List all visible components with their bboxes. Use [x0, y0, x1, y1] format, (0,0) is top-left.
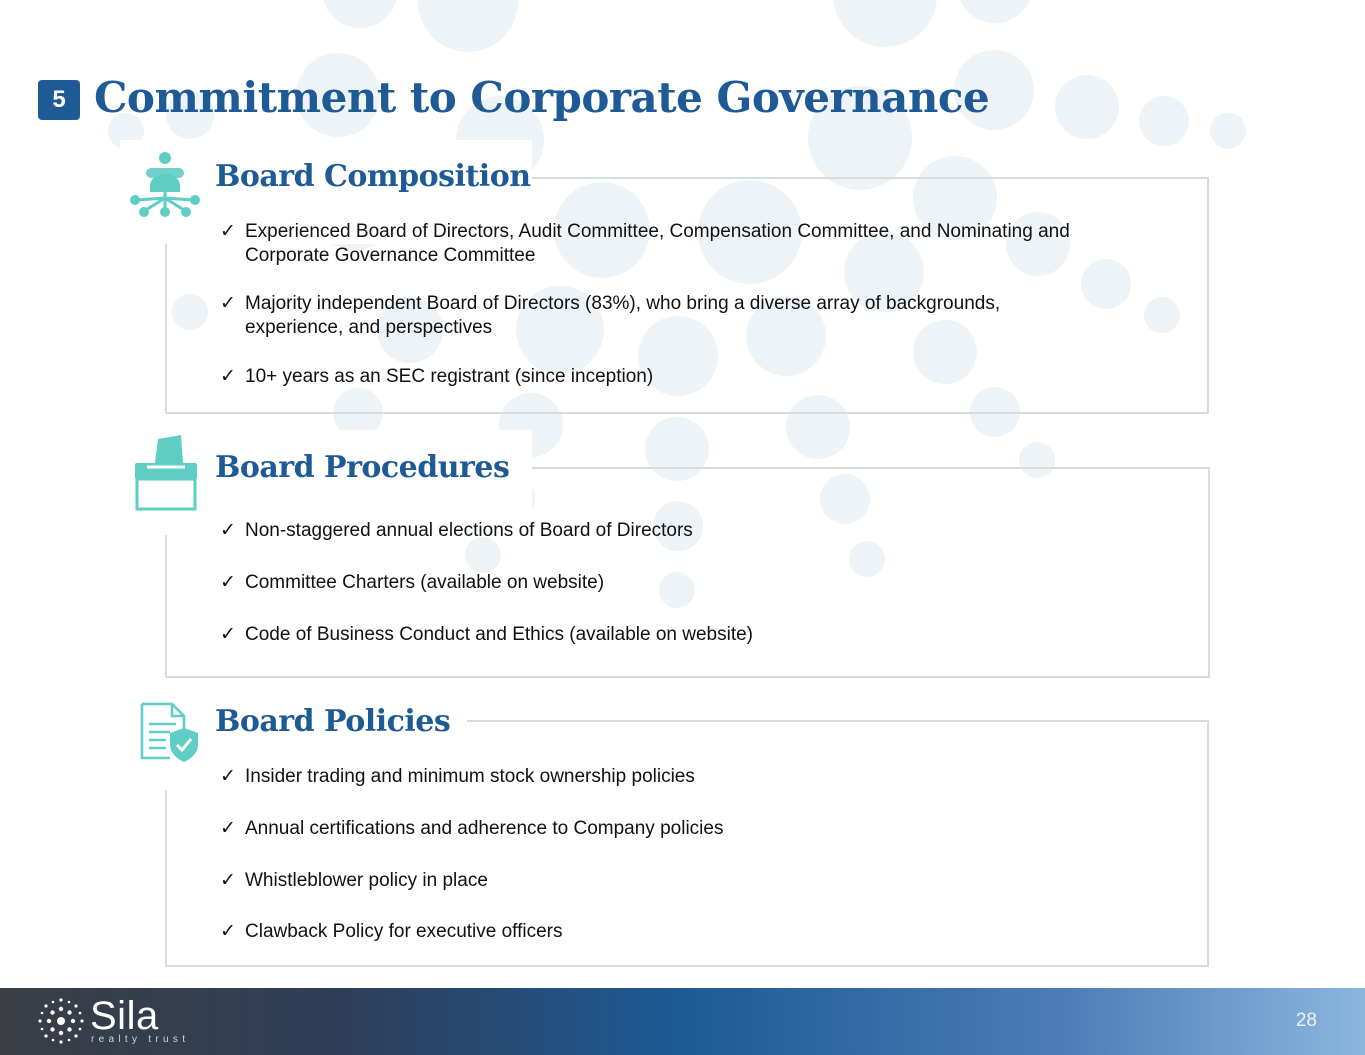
checkmark-icon: ✓ — [220, 921, 236, 942]
checkmark-icon: ✓ — [220, 766, 236, 787]
company-logo — [34, 996, 194, 1048]
footer-bar — [0, 988, 1365, 1055]
checkmark-icon: ✓ — [220, 520, 236, 541]
policy-document-shield-icon — [140, 702, 200, 764]
list-item: ✓ Clawback Policy for executive officers — [220, 921, 563, 942]
list-item: ✓ Whistleblower policy in place — [220, 870, 488, 891]
checkmark-icon: ✓ — [220, 870, 236, 891]
logo-wordmark: Sila — [90, 994, 159, 1038]
checkmark-icon: ✓ — [220, 624, 236, 645]
page-title: Commitment to Corporate Governance — [94, 73, 990, 122]
list-item: ✓ Committee Charters (available on website) — [220, 572, 605, 593]
checkmark-icon: ✓ — [220, 572, 236, 593]
list-item: ✓ Non-staggered annual elections of Board of Directors — [220, 520, 693, 541]
list-item: ✓ Experienced Board of Directors, Audit Committee, Compensation Committee, and Nominating and Corporate Governance Committee — [220, 221, 1070, 266]
section-number-badge: 5 — [38, 80, 80, 120]
section-title: Board Composition — [215, 159, 531, 194]
list-item: ✓ 10+ years as an SEC registrant (since inception) — [220, 366, 654, 387]
list-item: ✓ Majority independent Board of Directors (83%), who bring a diverse array of backgrounds, experience, and perspectives — [220, 293, 1001, 338]
checkmark-icon: ✓ — [220, 293, 236, 314]
ballot-box-icon — [133, 435, 199, 511]
page-number: 28 — [1295, 1010, 1317, 1031]
board-network-person-icon — [130, 150, 200, 220]
checkmark-icon: ✓ — [220, 366, 236, 387]
list-item: ✓ Annual certifications and adherence to Company policies — [220, 818, 724, 839]
list-item: ✓ Code of Business Conduct and Ethics (available on website) — [220, 624, 754, 645]
sunburst-logo-icon — [34, 994, 88, 1048]
checkmark-icon: ✓ — [220, 221, 236, 242]
checkmark-icon: ✓ — [220, 818, 236, 839]
logo-tagline: realty trust — [91, 1034, 190, 1045]
section-title: Board Procedures — [215, 450, 510, 485]
section-title: Board Policies — [215, 704, 451, 739]
list-item: ✓ Insider trading and minimum stock ownership policies — [220, 766, 695, 787]
